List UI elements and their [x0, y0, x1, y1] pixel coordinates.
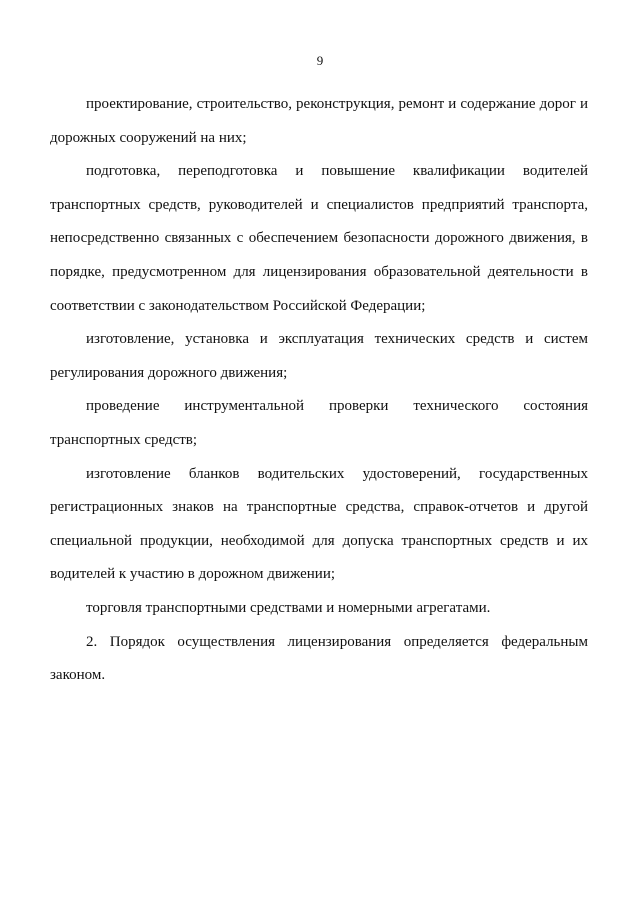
paragraph-driver-training: подготовка, переподготовка и повышение квалификации водителей транспортных средств, руководителей и специалистов предприятий транспорта, непосредственно связанных с обеспечением безопасности дорожного движения, в порядке, предусмотренном для лицензирования образовательной деятельности в соответствии с законодательством Российской Федерации;	[50, 163, 588, 314]
page-number: 9	[316, 53, 324, 68]
paragraph-road-construction: проектирование, строительство, реконструкция, ремонт и содержание дорог и дорожных сооружений на них;	[50, 96, 588, 146]
paragraph-license-blanks: изготовление бланков водительских удостоверений, государственных регистрационных знаков на транспортные средства, справок-отчетов и другой специальной продукции, необходимой для допуска транспортных средств и их водителей к участию в дорожном движении;	[50, 465, 588, 583]
paragraph-licensing-procedure: 2. Порядок осуществления лицензирования определяется федеральным законом.	[50, 633, 588, 684]
paragraph-vehicle-inspection: проведение инструментальной проверки технического состояния транспортных средств;	[50, 398, 588, 448]
paragraph-traffic-control-systems: изготовление, установка и эксплуатация технических средств и систем регулирования дорожного движения;	[50, 331, 588, 381]
paragraph-vehicle-trade: торговля транспортными средствами и номерными агрегатами.	[86, 599, 491, 616]
document-body	[50, 88, 588, 693]
